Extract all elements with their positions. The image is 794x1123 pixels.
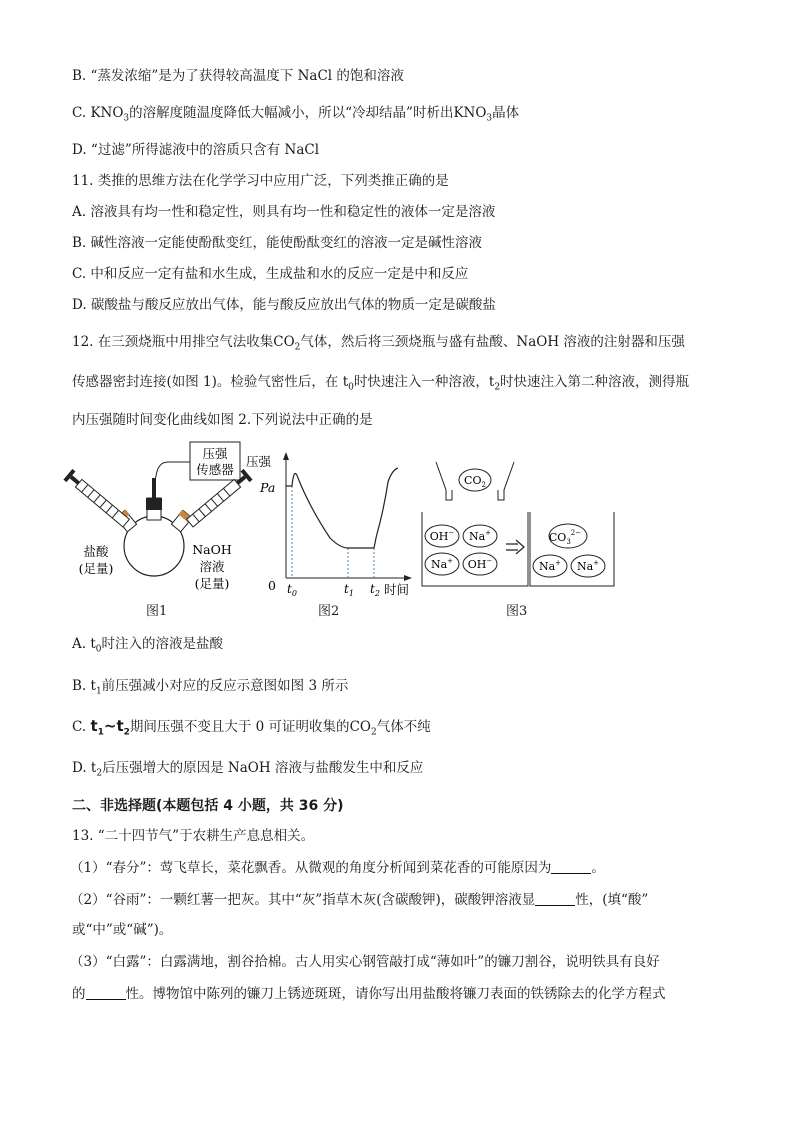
- right-label-2: 溶液: [199, 559, 225, 574]
- q12-option-a-sub: 0: [95, 644, 102, 655]
- answer-blank-3[interactable]: [86, 985, 126, 1000]
- figure-2-caption: 图2: [318, 604, 340, 619]
- q13-part-3: （3）“白露”：白露满地，割谷拾棉。古人用实心钢管敲打成“薄如叶”的镰刀割谷，说明铁具有良好: [70, 954, 660, 970]
- na-label-4: Na+: [576, 559, 600, 573]
- kno3-formula: KNO: [90, 105, 124, 121]
- q11-option-d: D. 碳酸盐与酸反应放出气体，能与酸反应放出气体的物质一定是碳酸盐: [72, 297, 496, 313]
- t0-subscript: 0: [348, 382, 354, 393]
- q13-stem: 13. “二十四节气”于农耕生产息息相关。: [72, 828, 315, 844]
- q12-option-c-text: 期间压强不变且大于 0 可证明收集的: [129, 719, 350, 735]
- answer-blank-2[interactable]: [535, 891, 575, 906]
- figure-3-reaction-schematic: [418, 456, 618, 596]
- q13-part-3-text: 性。博物馆中陈列的镰刀上锈迹斑斑，请你写出用盐酸将镰刀表面的铁锈除去的化学方程式: [125, 986, 666, 1002]
- t2-subscript-c: 2: [123, 727, 130, 738]
- na-label-3: Na+: [538, 559, 562, 573]
- co2-subscript-c: 2: [370, 727, 377, 738]
- q12-option-c-end: 气体不纯: [376, 719, 431, 735]
- q13-part-1-text: （1）“春分”：莺飞草长，菜花飘香。从微观的角度分析闻到菜花香的可能原因为: [70, 860, 552, 876]
- figure-1-caption: 图1: [146, 604, 168, 619]
- q13-part-2: [70, 890, 648, 910]
- na-label-1: Na+: [468, 529, 492, 543]
- t1-symbol: t: [90, 717, 98, 735]
- q11-option-a: A. 溶液具有均一性和稳定性，则具有均一性和稳定性的液体一定是溶液: [72, 204, 496, 220]
- sensor-wire: [154, 462, 190, 484]
- figure-3-caption: 图3: [506, 604, 528, 619]
- oh-label-2: OH−: [467, 557, 493, 571]
- q12-stem-line2-a: 传感器密封连接(如图 1)。检验气密性后，在 t: [72, 374, 349, 390]
- q12-stem-line2: [72, 372, 689, 398]
- right-label-1: NaOH: [192, 542, 232, 557]
- left-label-1: 盐酸: [83, 544, 109, 559]
- section-2-heading: 二、非选择题(本题包括 4 小题，共 36 分): [72, 798, 344, 814]
- q13-part-2-mid: 性，(填“酸”: [575, 892, 649, 908]
- q11-stem: 11. 类推的思维方法在化学学习中应用广泛，下列类推正确的是: [72, 173, 449, 189]
- t2-symbol: ~t: [103, 717, 124, 735]
- q10-option-d: D. “过滤”所得滤液中的溶质只含有 NaCl: [72, 142, 320, 158]
- q11-option-c: C. 中和反应一定有盐和水生成，生成盐和水的反应一定是中和反应: [72, 266, 469, 282]
- q12-stem-b: 气体，然后将三颈烧瓶与盛有盐酸、NaOH 溶液的注射器和压强: [300, 334, 685, 350]
- kno3-formula-2: KNO: [453, 105, 487, 121]
- t0-label: $t_0$: [287, 582, 297, 598]
- t2-label: $t_2$: [370, 582, 380, 598]
- q12-option-b: [72, 676, 348, 702]
- co2-formula-c: CO: [349, 719, 371, 735]
- q12-stem-line2-b: 时快速注入一种溶液，t: [353, 374, 495, 390]
- q10-option-c-label: C.: [72, 105, 91, 121]
- t1-subscript: 1: [97, 727, 104, 738]
- q12-option-d-text: 后压强增大的原因是 NaOH 溶液与盐酸发生中和反应: [102, 760, 424, 776]
- q11-option-b: B. 碱性溶液一定能使酚酞变红，能使酚酞变红的溶液一定是碱性溶液: [72, 235, 483, 251]
- kno3-subscript: 3: [123, 113, 130, 124]
- left-label-2: (足量): [78, 561, 114, 576]
- reaction-arrow: [506, 540, 524, 554]
- sensor-label-2: 传感器: [196, 462, 234, 477]
- q13-part-2-text: （2）“谷雨”：一颗红薯一把灰。其中“灰”指草木灰(含碳酸钾)，碳酸钾溶液显: [70, 892, 536, 908]
- q12-stem-a: 12. 在三颈烧瓶中用排空气法收集: [72, 334, 274, 350]
- q13-part-3-cont: [72, 984, 666, 1004]
- pressure-curve: [286, 468, 398, 548]
- figure-2-pressure-graph: [246, 448, 420, 600]
- t2-subscript: 2: [494, 382, 501, 393]
- q12-option-c: [72, 716, 431, 743]
- q12-stem-line2-c: 时快速注入第二种溶液，测得瓶: [500, 374, 690, 390]
- right-label-3: (足量): [194, 576, 230, 591]
- left-syringe: [63, 469, 130, 529]
- sensor-label-1: 压强: [202, 446, 228, 461]
- q10-option-c-text: 的溶解度随温度降低大幅减小，所以“冷却结晶”时析出: [129, 105, 454, 121]
- q13-part-1-end: 。: [591, 860, 605, 876]
- y-axis-label: 压强: [246, 454, 272, 469]
- q12-option-b-label: B. t: [72, 678, 96, 694]
- answer-blank-1[interactable]: [551, 859, 591, 874]
- kno3-subscript-2: 3: [486, 113, 493, 124]
- co3-label: $CO_3^{2-}$: [548, 529, 582, 546]
- q12-stem-line1: [72, 332, 685, 358]
- y-axis-arrow: [283, 452, 289, 460]
- oh-label-1: OH−: [429, 529, 455, 543]
- q13-part-1: [70, 858, 605, 878]
- q12-option-a: [72, 634, 223, 660]
- q10-option-b: B. “蒸发浓缩”是为了获得较高温度下 NaCl 的饱和溶液: [72, 68, 404, 84]
- q12-option-d: [72, 758, 423, 784]
- q12-option-d-sub: 2: [96, 768, 103, 779]
- q13-part-3-de: 的: [72, 986, 86, 1002]
- x-axis-label: 时间: [384, 582, 410, 597]
- q10-option-c: [72, 103, 519, 129]
- center-tube: [152, 478, 156, 500]
- q10-option-c-end: 晶体: [492, 105, 520, 121]
- t1-label: $t_1$: [344, 582, 354, 598]
- x-axis-arrow: [404, 575, 412, 581]
- q12-option-d-label: D. t: [72, 760, 97, 776]
- figure-1-apparatus: [68, 438, 248, 600]
- q12-option-a-text: 时注入的溶液是盐酸: [101, 636, 223, 652]
- q12-option-b-text: 前压强减小对应的反应示意图如图 3 所示: [101, 678, 349, 694]
- co2-label: $CO_2$: [464, 474, 486, 489]
- origin-label: 0: [268, 578, 276, 593]
- co2-formula: CO: [273, 334, 295, 350]
- q12-stem-line3: 内压强随时间变化曲线如图 2.下列说法中正确的是: [72, 412, 373, 428]
- q13-part-2-cont: 或“中”或“碱”)。: [72, 922, 173, 938]
- co2-subscript: 2: [294, 342, 301, 353]
- q12-option-a-label: A. t: [72, 636, 96, 652]
- q12-option-b-sub: 1: [95, 686, 102, 697]
- q12-option-c-label: C.: [72, 719, 91, 735]
- pa-label: Pa: [260, 480, 276, 495]
- na-label-2: Na+: [430, 557, 454, 571]
